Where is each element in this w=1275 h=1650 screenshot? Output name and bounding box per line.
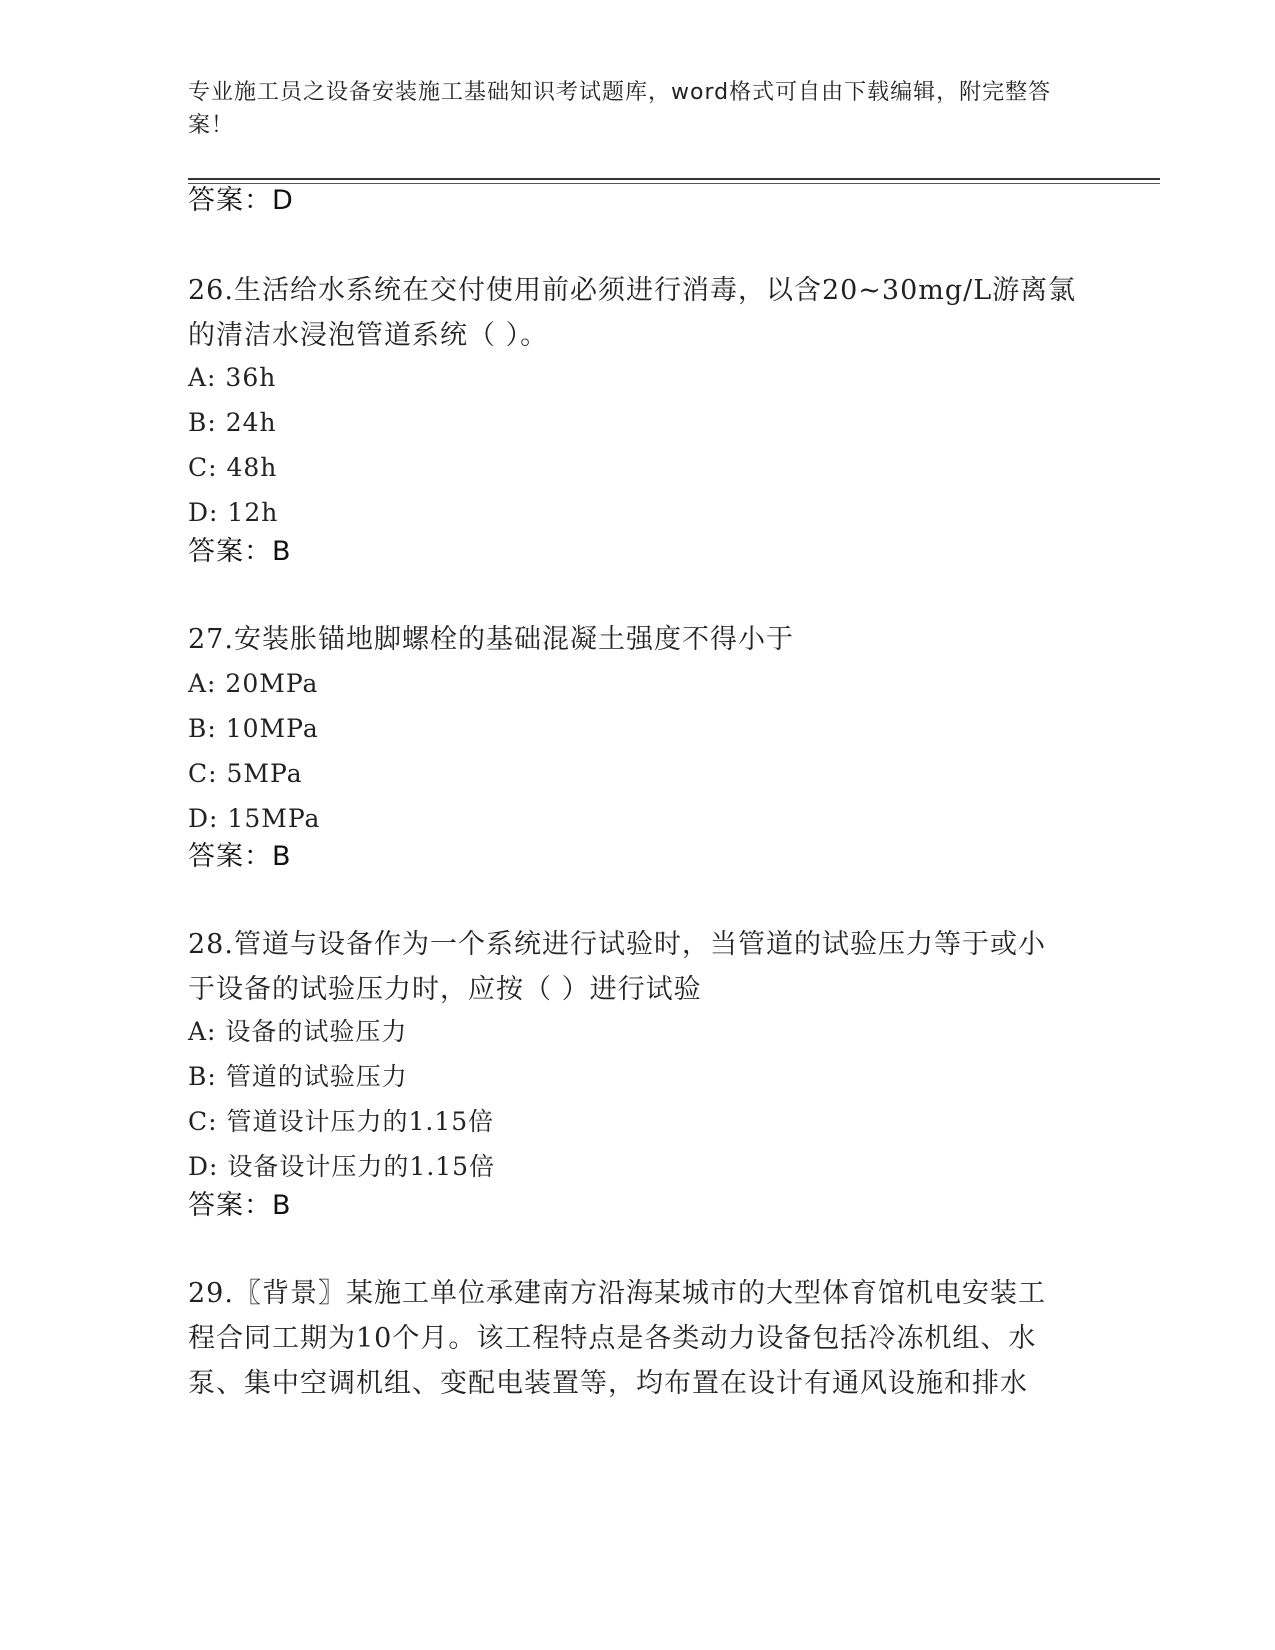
answer-26: 答案：B <box>188 536 292 567</box>
option-26-d: D: 12h <box>188 498 279 527</box>
question-27 <box>188 617 1088 662</box>
option-27-b: B: 10MPa <box>188 714 319 743</box>
option-27-d: D: 15MPa <box>188 804 321 833</box>
option-28-a: A: 设备的试验压力 <box>188 1017 408 1046</box>
question-29-line-2: 程合同工期为10个月。该工程特点是各类动力设备包括冷冻机组、水 <box>188 1323 1037 1354</box>
question-29-line-3: 泵、集中空调机组、变配电装置等，均布置在设计有通风设施和排水 <box>188 1368 1028 1399</box>
document-header: 专业施工员之设备安装施工基础知识考试题库，word格式可自由下载编辑，附完整答案！ <box>188 80 1052 138</box>
question-28-options <box>188 1009 1088 1189</box>
option-26-c: C: 48h <box>188 453 278 482</box>
answer-28: 答案：B <box>188 1190 292 1221</box>
question-28-line-1: 28.管道与设备作为一个系统进行试验时，当管道的试验压力等于或小 <box>188 929 1046 960</box>
question-26-line-2: 的清洁水浸泡管道系统（ ）。 <box>188 320 549 351</box>
option-28-c: C: 管道设计压力的1.15倍 <box>188 1107 495 1136</box>
question-29 <box>188 1271 1088 1406</box>
question-28 <box>188 922 1088 1012</box>
option-26-a: A: 36h <box>188 363 277 392</box>
question-29-line-1: 29.〖背景〗某施工单位承建南方沿海某城市的大型体育馆机电安装工 <box>188 1278 1046 1309</box>
question-26-line-1: 26.生活给水系统在交付使用前必须进行消毒，以含20~30mg/L游离氯 <box>188 275 1077 306</box>
question-28-line-2: 于设备的试验压力时，应按（ ）进行试验 <box>188 974 702 1005</box>
answer-27: 答案：B <box>188 841 292 872</box>
question-26-options <box>188 355 1088 535</box>
option-28-b: B: 管道的试验压力 <box>188 1062 408 1091</box>
option-28-d: D: 设备设计压力的1.15倍 <box>188 1152 496 1181</box>
question-26 <box>188 268 1088 358</box>
question-27-line-1: 27.安装胀锚地脚螺栓的基础混凝土强度不得小于 <box>188 624 794 655</box>
option-27-a: A: 20MPa <box>188 669 319 698</box>
option-27-c: C: 5MPa <box>188 759 303 788</box>
option-26-b: B: 24h <box>188 408 277 437</box>
answer-25: 答案：D <box>188 185 294 216</box>
question-27-options <box>188 661 1088 841</box>
